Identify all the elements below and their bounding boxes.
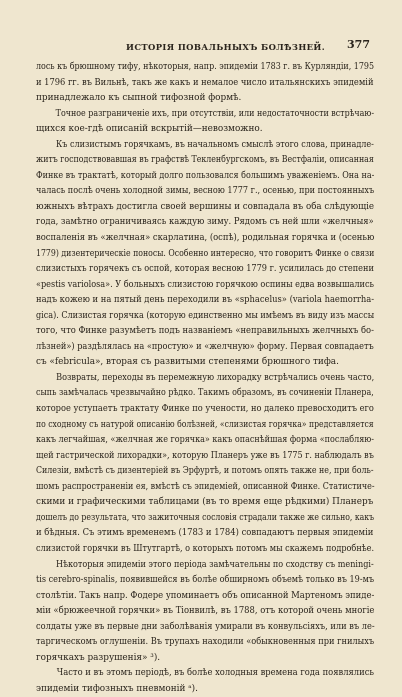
- text-line: солдаты уже въ первые дни заболѣванія умирали въ конвульсіяхъ, или въ ле-: [36, 621, 375, 632]
- text-line: Финке въ трактатѣ, который долго пользовался большимъ уваженіемъ. Она на-: [36, 170, 375, 181]
- text-line: лѣзней») раздѣлялась на «простую» и «желчную» форму. Первая совпадаетъ: [36, 341, 374, 352]
- text-line: надъ кожею и на пятый день переходили въ «sphacelus» (variola haemorrha-: [36, 295, 375, 306]
- text-line: слизистой горячки въ Штутгартѣ, о которыхъ потомъ мы скажемъ подробнѣе.: [36, 543, 375, 554]
- text-line: и 1796 гг. въ Вильнѣ, такъ же какъ и немалое число итальянскихъ эпидемій: [36, 77, 374, 88]
- text-line: дошелъ до результата, что зажиточныя сословія страдали также же сильно, какъ: [36, 512, 375, 523]
- text-line: года, замѣтно ограничиваясь каждую зиму. Рядомъ съ ней шли «желчныя»: [36, 217, 374, 228]
- text-line: слизистыхъ горячекъ съ оспой, которая весною 1779 г. усилилась до степени: [36, 264, 374, 275]
- text-line: Возвраты, переходы въ перемежную лихорадку встрѣчались очень часто,: [56, 372, 375, 383]
- body-text: [36, 60, 374, 697]
- text-line: gica). Слизистая горячка (которую единственно мы имѣемъ въ виду изъ массы: [36, 310, 375, 321]
- text-line: Часто и въ этомъ періодѣ, въ болѣе холодныя времена года появлялись: [56, 668, 374, 679]
- text-line: чалась послѣ очень холодной зимы, весною 1777 г., осенью, при постоянныхъ: [36, 186, 375, 197]
- text-line: какъ легчайшая, «желчная же горячка» какъ опаснѣйшая форма «послабляю-: [36, 435, 375, 446]
- text-line: «pestis variolosa». У больныхъ слизистою горячкою оспины едва возвышались: [36, 279, 374, 290]
- text-line: Силезіи, вмѣстѣ съ дизентеріей въ Эрфуртѣ, и потомъ опять также не, при боль-: [36, 466, 374, 477]
- text-line: 1779) дизентерическіе поносы. Особенно интересно, что говоритъ Финке о связи: [36, 248, 375, 259]
- text-line: того, что Финке разумѣетъ подъ названіемъ «неправильныхъ желчныхъ бо-: [36, 326, 374, 337]
- page-header: [36, 36, 374, 56]
- page-number: 377: [347, 38, 370, 51]
- text-line: шомъ распространеніи ея, вмѣстѣ съ эпидеміей, описанной Финке. Статистиче-: [36, 481, 375, 492]
- text-line: эпидеміи тифозныхъ пневмоній ᵃ).: [36, 683, 198, 694]
- text-line: Точное разграниченіе ихъ, при отсутствіи, или недостаточности встрѣчаю-: [55, 108, 375, 119]
- text-line: съ «febricula», вторая съ развитыми степенями брюшного тифа.: [36, 357, 339, 368]
- text-line: Къ слизистымъ горячкамъ, въ начальномъ смыслѣ этого слова, принадле-: [55, 139, 374, 150]
- text-line: воспаленія въ «желчная» скарлатина, (оспѣ), родильная горячка и (осенью: [36, 233, 375, 244]
- text-line: щихся кое-гдѣ описаній вскрытій—невозможно.: [36, 124, 263, 135]
- text-line: щей гастрической лихорадки», которую Планеръ уже въ 1775 г. наблюдалъ въ: [36, 450, 374, 461]
- running-head: ИСТОРІЯ ПОВАЛЬНЫХЪ БОЛѢЗНЕЙ.: [126, 42, 326, 52]
- text-line: принадлежало къ сыпной тифозной формѣ.: [36, 93, 242, 104]
- text-line: міи «брюжеечной горячки» въ Тіонвилѣ, въ 1788, отъ которой очень многіе: [36, 606, 375, 617]
- text-line: которое уступаетъ трактату Финке по учености, но далеко превосходитъ его: [36, 404, 374, 415]
- text-line: житъ господствовавшая въ графствѣ Текленбургскомъ, въ Вестфаліи, описанная: [36, 155, 374, 166]
- text-line: Нѣкоторыя эпидеміи этого періода замѣчательны по сходству съ meningi-: [56, 559, 374, 570]
- text-line: южныхъ вѣтрахъ достигла своей вершины и совпадала въ оба слѣдующіе: [36, 201, 375, 212]
- text-line: лось къ брюшному тифу, нѣкоторыя, напр. эпидеміи 1783 г. въ Курляндіи, 1795: [36, 62, 375, 72]
- text-line: и бѣдныя. Съ этимъ временемъ (1783 и 1784) совпадаютъ первыя эпидеміи: [36, 528, 374, 539]
- text-line: горячкахъ разрушенія» ³).: [36, 652, 161, 663]
- text-line: сыпь замѣчалась чрезвычайно рѣдко. Такимъ образомъ, въ сочиненіи Планера,: [36, 388, 374, 399]
- text-line: tis cerebro-spinalis, появившейся въ болѣе обширномъ объемѣ только въ 19-мъ: [36, 575, 375, 586]
- text-line: по сходному съ натурой описанію болѣзней, «слизистая горячка» представляется: [36, 419, 374, 430]
- text-line: столѣтіи. Такъ напр. Фодере упоминаетъ объ описанной Мартеномъ эпиде-: [36, 590, 375, 601]
- text-line: таргическомъ оглушеніи. Въ трупахъ находили «обыкновенныя при гнилыхъ: [36, 637, 375, 648]
- text-line: скими и графическими таблицами (въ то время еще рѣдкими) Планеръ: [36, 497, 374, 508]
